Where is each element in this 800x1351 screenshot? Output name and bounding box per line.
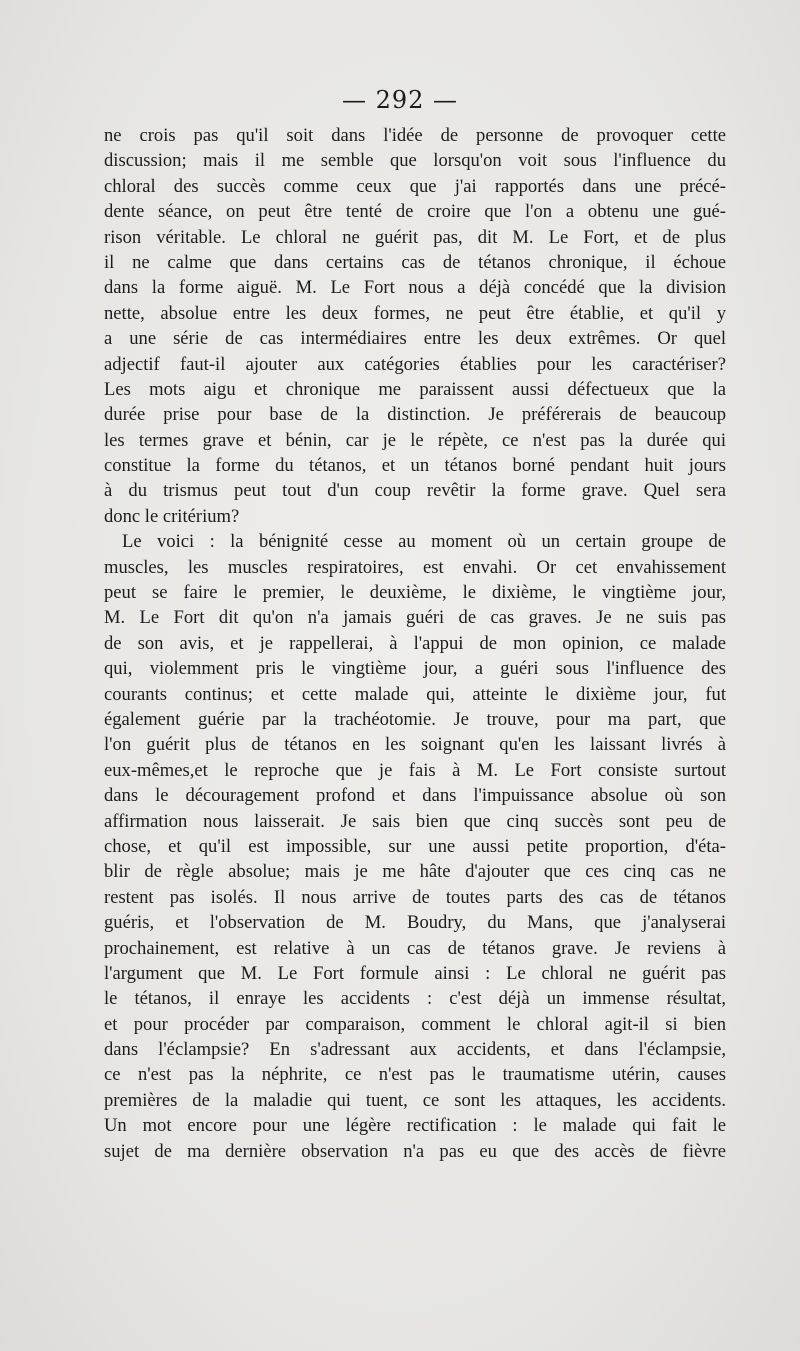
text-line: muscles, les muscles respiratoires, est envahi. Or cet envahissement: [104, 556, 726, 578]
text-line: les termes grave et bénin, car je le répète, ce n'est pas la durée qui: [104, 429, 726, 451]
text-line: a une série de cas intermédiaires entre les deux extrêmes. Or quel: [104, 328, 726, 350]
body-text: [104, 123, 726, 1164]
text-line: discussion; mais il me semble que lorsqu'on voit sous l'influence du: [104, 150, 726, 172]
text-line: et pour procéder par comparaison, comment le chloral agit-il si bien: [104, 1013, 726, 1035]
text-line: blir de règle absolue; mais je me hâte d'ajouter que ces cinq cas ne: [104, 861, 726, 883]
text-line: eux-mêmes,et le reproche que je fais à M. Le Fort consiste surtout: [104, 759, 726, 781]
text-line: il ne calme que dans certains cas de tétanos chronique, il échoue: [104, 251, 726, 273]
text-line: rison véritable. Le chloral ne guérit pas, dit M. Le Fort, et de plus: [104, 226, 726, 248]
text-line: ce n'est pas la néphrite, ce n'est pas le traumatisme utérin, causes: [104, 1064, 726, 1086]
text-line: prochainement, est relative à un cas de tétanos grave. Je reviens à: [104, 937, 726, 959]
text-line: courants continus; et cette malade qui, atteinte le dixième jour, fut: [104, 683, 726, 705]
text-line: affirmation nous laisserait. Je sais bien que cinq succès sont peu de: [104, 810, 726, 832]
text-line: également guérie par la trachéotomie. Je trouve, pour ma part, que: [104, 708, 726, 730]
text-line: premières de la maladie qui tuent, ce sont les attaques, les accidents.: [104, 1089, 726, 1111]
text-line: durée prise pour base de la distinction. Je préférerais de beaucoup: [104, 404, 726, 426]
text-line: M. Le Fort dit qu'on n'a jamais guéri de cas graves. Je ne suis pas: [104, 607, 726, 629]
text-line: ne crois pas qu'il soit dans l'idée de personne de provoquer cette: [104, 125, 726, 146]
text-line: constitue la forme du tétanos, et un tétanos borné pendant huit jours: [104, 455, 726, 477]
text-line: dans le découragement profond et dans l'impuissance absolue où son: [104, 785, 726, 807]
text-line: Un mot encore pour une légère rectification : le malade qui fait le: [104, 1115, 726, 1137]
text-line: adjectif faut-il ajouter aux catégories établies pour les caractériser?: [104, 353, 726, 375]
text-line: dans la forme aiguë. M. Le Fort nous a déjà concédé que la division: [104, 277, 726, 299]
text-line: qui, violemment pris le vingtième jour, a guéri sous l'influence des: [104, 658, 726, 680]
text-line: l'argument que M. Le Fort formule ainsi : Le chloral ne guérit pas: [104, 962, 726, 984]
text-line: dente séance, on peut être tenté de croire que l'on a obtenu une gué-: [104, 201, 726, 223]
text-line: restent pas isolés. Il nous arrive de toutes parts des cas de tétanos: [104, 886, 726, 908]
page-number: — 292 —: [341, 86, 459, 114]
text-line: nette, absolue entre les deux formes, ne peut être établie, et qu'il y: [104, 302, 726, 324]
text-line: donc le critérium?: [104, 505, 240, 527]
text-line: peut se faire le premier, le deuxième, le dixième, le vingtième jour,: [104, 582, 726, 604]
text-line: Le voici : la bénignité cesse au moment où un certain groupe de: [122, 531, 726, 553]
text-line: sujet de ma dernière observation n'a pas eu que des accès de fièvre: [104, 1140, 726, 1162]
text-line: l'on guérit plus de tétanos en les soignant qu'en les laissant livrés à: [104, 734, 726, 756]
text-line: guéris, et l'observation de M. Boudry, du Mans, que j'analyserai: [104, 912, 726, 934]
text-line: chloral des succès comme ceux que j'ai rapportés dans une précé-: [104, 175, 726, 197]
text-line: de son avis, et je rappellerai, à l'appui de mon opinion, ce malade: [104, 632, 726, 654]
text-line: dans l'éclampsie? En s'adressant aux accidents, et dans l'éclampsie,: [104, 1039, 726, 1061]
text-line: Les mots aigu et chronique me paraissent aussi défectueux que la: [104, 378, 726, 400]
text-line: le tétanos, il enraye les accidents : c'est déjà un immense résultat,: [104, 988, 726, 1010]
text-line: à du trismus peut tout d'un coup revêtir la forme grave. Quel sera: [104, 480, 726, 502]
text-line: chose, et qu'il est impossible, sur une aussi petite proportion, d'éta-: [104, 835, 726, 857]
